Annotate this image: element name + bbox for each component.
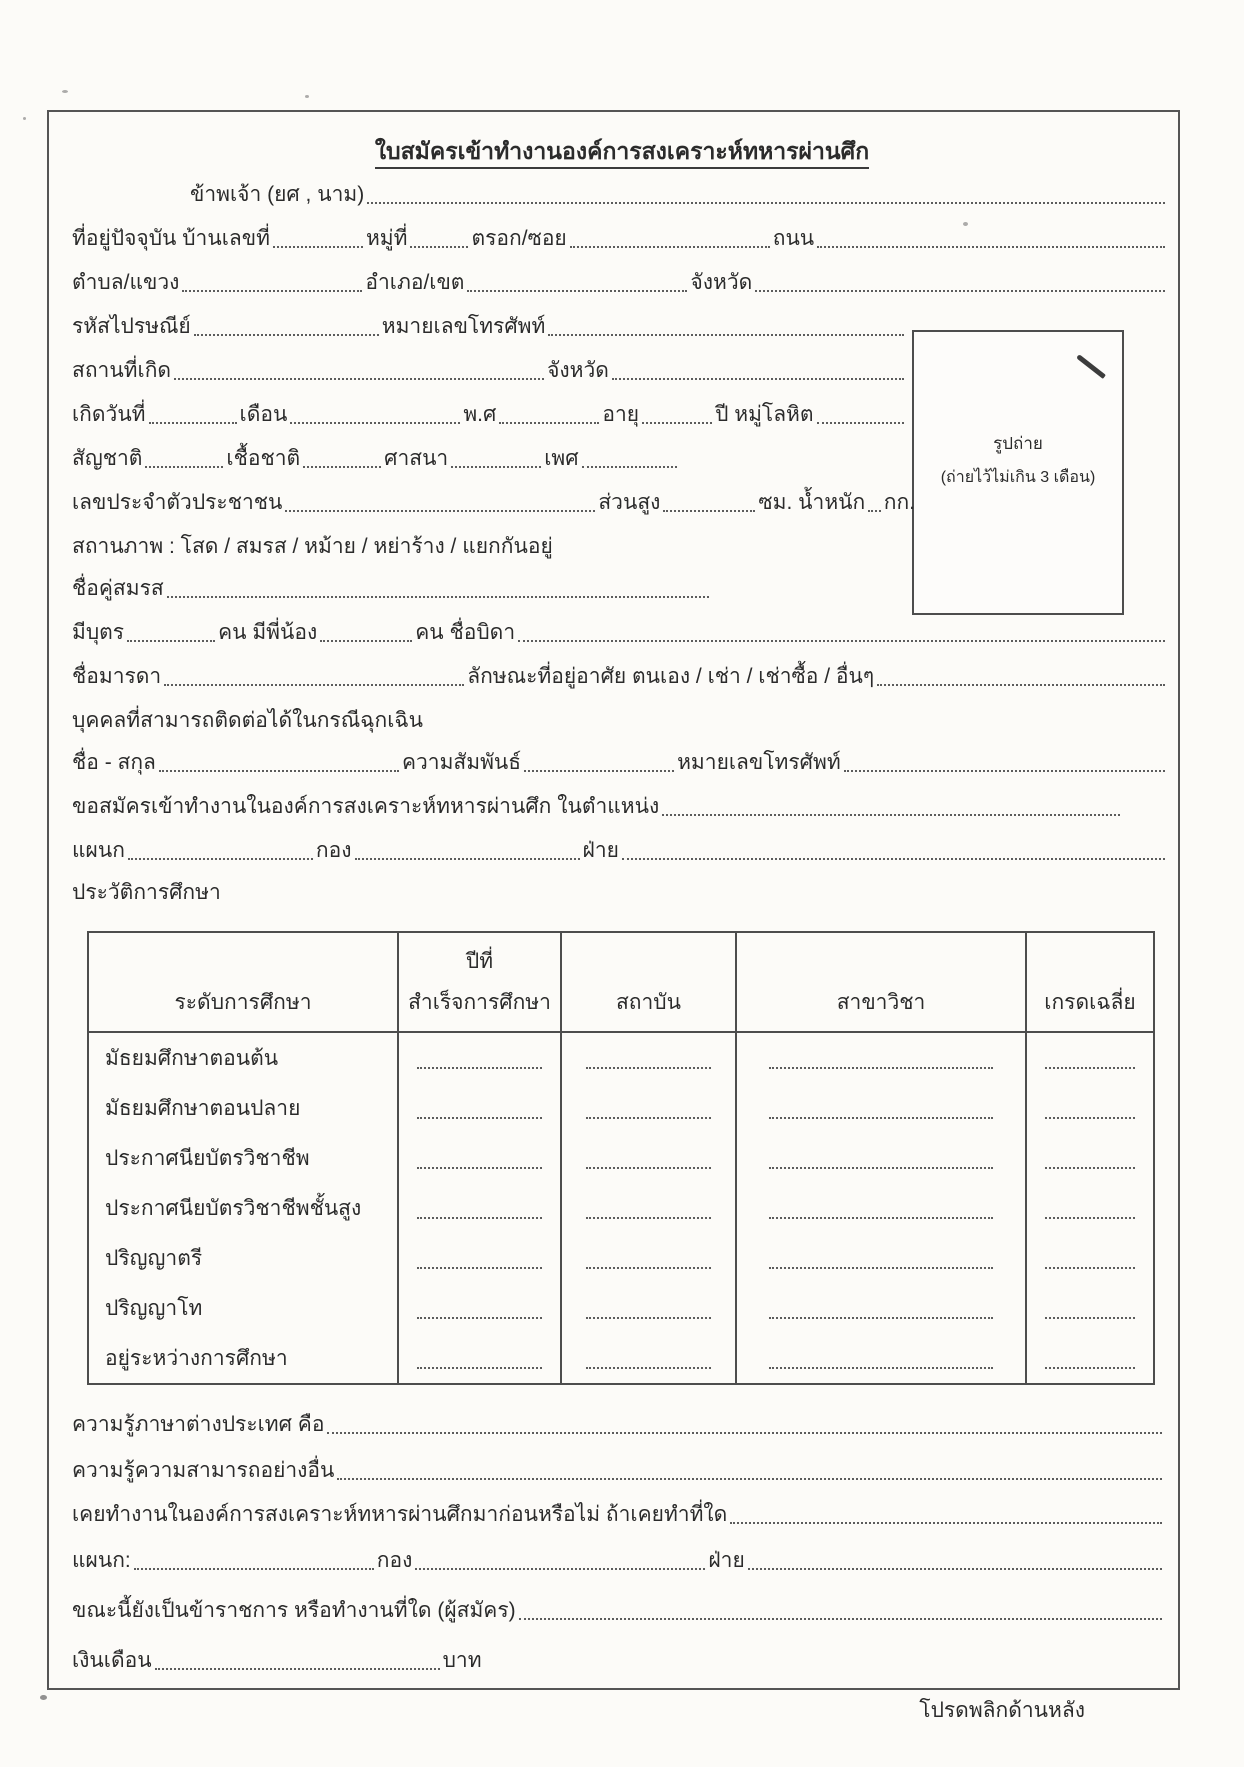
pen-mark (1076, 354, 1106, 379)
blank-sex (582, 456, 677, 468)
blank-emergency-phone (844, 760, 1165, 772)
dotted-blank (769, 1107, 994, 1119)
dotted-blank (586, 1357, 711, 1369)
edu-row-label: ประกาศนียบัตรวิชาชีพ (105, 1146, 310, 1170)
label-applicant: ข้าพเจ้า (ยศ , นาม) (190, 183, 365, 206)
edu-cell-institution (560, 1183, 735, 1233)
edu-cell-year (397, 1083, 560, 1133)
edu-cell-year (397, 1133, 560, 1183)
dotted-blank (1045, 1057, 1136, 1069)
edu-cell-institution (560, 1283, 735, 1333)
dotted-blank (417, 1207, 543, 1219)
blank-father-name (518, 630, 1165, 642)
label-bottom-section: ฝ่าย (708, 1549, 745, 1572)
blank-nationality (145, 456, 223, 468)
scan-speck (305, 95, 309, 98)
blank-height (663, 500, 755, 512)
dotted-blank (1045, 1207, 1136, 1219)
row-id-height-weight (72, 486, 915, 518)
photo-box-note: (ถ่ายไว้ไม่เกิน 3 เดือน) (940, 469, 1096, 486)
edu-cell-gpa (1025, 1333, 1153, 1383)
edu-cell-year (397, 1183, 560, 1233)
flip-note: โปรดพลิกด้านหลัง (919, 1699, 1085, 1722)
label-current-job: ขณะนี้ยังเป็นข้าราชการ หรือทำงานที่ใด (ผู้สมัคร) (72, 1599, 516, 1622)
row-foreign-language (72, 1408, 1165, 1440)
edu-cell-major (735, 1333, 1025, 1383)
label-children: มีบุตร (72, 621, 125, 644)
label-height: ส่วนสูง (598, 491, 661, 514)
blank-other-skills (337, 1468, 1162, 1480)
blank-birth-day (149, 412, 237, 424)
row-emergency-contact (72, 746, 1168, 778)
col-header-major-text: สาขาวิชา (836, 991, 926, 1014)
blank-children-count (127, 630, 215, 642)
row-other-skills (72, 1454, 1165, 1486)
dotted-blank (769, 1357, 994, 1369)
label-salary: เงินเดือน (72, 1649, 152, 1672)
form-title-text: ใบสมัครเข้าทำงานองค์การสงเคราะห์ทหารผ่านศึก (375, 138, 869, 169)
label-emergency-header: บุคคลที่สามารถติดต่อได้ในกรณีฉุกเฉิน (72, 709, 424, 732)
row-birthdate (72, 398, 907, 430)
blank-emergency-name (159, 760, 399, 772)
label-education-section: ประวัติการศึกษา (72, 881, 221, 904)
dotted-blank (769, 1257, 994, 1269)
blank-applicant-name (367, 192, 1165, 204)
dotted-blank (586, 1157, 711, 1169)
edu-cell-gpa (1025, 1283, 1153, 1333)
label-mother-name: ชื่อมารดา (72, 665, 162, 688)
col-header-year-line2: สำเร็จการศึกษา (408, 991, 551, 1014)
col-header-grad-year (397, 933, 560, 1033)
edu-cell-year (397, 1333, 560, 1383)
blank-road (817, 236, 1165, 248)
row-bottom-department (72, 1544, 1165, 1576)
label-phone: หมายเลขโทรศัพท์ (381, 315, 546, 338)
blank-emergency-relation (524, 760, 674, 772)
label-birth-month: เดือน (239, 403, 288, 426)
label-road: ถนน (772, 227, 815, 250)
label-apply-position: ขอสมัครเข้าทำงานในองค์การสงเคราะห์ทหารผ่านศึก ในตำแหน่ง (72, 795, 660, 818)
label-marital-status: สถานภาพ : โสด / สมรส / หม้าย / หย่าร้าง / แยกกันอยู่ (72, 535, 553, 558)
blank-race (303, 456, 381, 468)
dotted-blank (417, 1107, 543, 1119)
row-subdistrict-district-province (72, 266, 1168, 298)
edu-cell-institution (560, 1033, 735, 1083)
blank-division (355, 848, 580, 860)
scan-speck (23, 117, 26, 120)
label-emergency-phone: หมายเลขโทรศัพท์ (677, 751, 841, 774)
label-siblings: คน มีพี่น้อง (218, 621, 318, 644)
edu-row-label: มัธยมศึกษาตอนต้น (105, 1046, 279, 1070)
label-birth-year: พ.ศ (463, 403, 497, 426)
row-previous-work (72, 1498, 1165, 1530)
label-bottom-division: กอง (376, 1549, 413, 1572)
edu-cell-institution (560, 1233, 735, 1283)
dotted-blank (417, 1157, 543, 1169)
blank-birth-year (499, 412, 599, 424)
blank-religion (451, 456, 541, 468)
blank-house-no (273, 236, 363, 248)
label-salary-unit: บาท (442, 1649, 482, 1672)
row-children-father (72, 616, 1168, 648)
label-birthplace: สถานที่เกิด (72, 359, 172, 382)
dotted-blank (769, 1207, 994, 1219)
label-weight: ซม. น้ำหนัก (758, 491, 866, 514)
row-mother-residence (72, 660, 1168, 692)
label-nationality: สัญชาติ (72, 447, 143, 470)
dotted-blank (1045, 1307, 1136, 1319)
edu-cell-gpa (1025, 1033, 1153, 1083)
blank-mother-name (164, 674, 464, 686)
label-section: ฝ่าย (582, 839, 619, 862)
label-emergency-relation: ความสัมพันธ์ (401, 751, 522, 774)
dotted-blank (586, 1057, 711, 1069)
label-department: แผนก (72, 839, 125, 862)
row-postcode-phone (72, 310, 907, 342)
label-sex: เพศ (544, 447, 579, 470)
scan-speck (40, 1695, 47, 1700)
edu-row-label: ปริญญาโท (105, 1296, 203, 1320)
label-race: เชื้อชาติ (226, 447, 301, 470)
blank-bottom-division (415, 1558, 705, 1570)
dotted-blank (586, 1307, 711, 1319)
blank-age (642, 412, 712, 424)
col-header-level-text: ระดับการศึกษา (174, 991, 312, 1014)
dotted-blank (1045, 1357, 1136, 1369)
blank-postcode (194, 324, 379, 336)
label-spouse-name: ชื่อคู่สมรส (72, 577, 164, 600)
row-spouse-name (72, 572, 712, 604)
edu-cell-year (397, 1283, 560, 1333)
label-blood-type: ปี หมู่โลหิต (715, 403, 814, 426)
blank-soi (570, 236, 770, 248)
label-father-name: คน ชื่อบิดา (415, 621, 516, 644)
edu-cell-major (735, 1233, 1025, 1283)
col-header-institution (560, 933, 735, 1033)
blank-current-job (519, 1608, 1162, 1620)
blank-birthplace-province (612, 368, 904, 380)
dotted-blank (1045, 1107, 1136, 1119)
blank-weight (868, 500, 881, 512)
edu-cell-gpa (1025, 1133, 1153, 1183)
label-district: อำเภอ/เขต (365, 271, 465, 294)
dotted-blank (417, 1057, 543, 1069)
row-birthplace (72, 354, 907, 386)
dotted-blank (769, 1157, 994, 1169)
label-weight-unit: กก. (883, 491, 915, 514)
education-table (87, 931, 1155, 1385)
label-religion: ศาสนา (384, 447, 449, 470)
dotted-blank (586, 1257, 711, 1269)
col-header-year-line1: ปีที่ (465, 950, 494, 973)
edu-cell-major (735, 1283, 1025, 1333)
edu-cell-gpa (1025, 1083, 1153, 1133)
dotted-blank (417, 1257, 543, 1269)
col-header-gpa-text: เกรดเฉลี่ย (1044, 991, 1136, 1014)
blank-foreign-language (327, 1422, 1162, 1434)
row-department-division-section (72, 834, 1168, 866)
dotted-blank (586, 1207, 711, 1219)
row-apply-position (72, 790, 1123, 822)
blank-moo (410, 236, 468, 248)
scan-speck (62, 90, 68, 93)
edu-row-label: อยู่ระหว่างการศึกษา (105, 1346, 288, 1370)
label-province: จังหวัด (690, 271, 753, 294)
form-title (0, 134, 1244, 170)
label-subdistrict: ตำบล/แขวง (72, 271, 180, 294)
blank-bottom-department (134, 1558, 374, 1570)
col-header-level (89, 933, 397, 1033)
label-previous-work: เคยทำงานในองค์การสงเคราะห์ทหารผ่านศึกมาก่อนหรือไม่ ถ้าเคยทำที่ใด (72, 1503, 728, 1526)
blank-apply-position (662, 804, 1120, 816)
edu-cell-institution (560, 1333, 735, 1383)
blank-residence-other (877, 674, 1165, 686)
blank-id-number (285, 500, 595, 512)
label-residence: ลักษณะที่อยู่อาศัย ตนเอง / เช่า / เช่าซื้อ / อื่นๆ (467, 665, 875, 688)
label-id-number: เลขประจำตัวประชาชน (72, 491, 283, 514)
edu-cell-gpa (1025, 1183, 1153, 1233)
row-current-address (72, 222, 1168, 254)
edu-cell-major (735, 1183, 1025, 1233)
label-emergency-name: ชื่อ - สกุล (72, 751, 156, 774)
blank-siblings-count (320, 630, 412, 642)
blank-birthplace (174, 368, 544, 380)
dotted-blank (1045, 1257, 1136, 1269)
col-header-gpa (1025, 933, 1153, 1033)
dotted-blank (769, 1057, 994, 1069)
row-marital-status (72, 530, 553, 562)
edu-row-label: ประกาศนียบัตรวิชาชีพชั้นสูง (105, 1196, 362, 1220)
dotted-blank (417, 1307, 543, 1319)
label-foreign-language: ความรู้ภาษาต่างประเทศ คือ (72, 1413, 325, 1436)
blank-department (128, 848, 313, 860)
blank-subdistrict (182, 280, 362, 292)
edu-cell-year (397, 1033, 560, 1083)
dotted-blank (586, 1107, 711, 1119)
edu-cell-gpa (1025, 1233, 1153, 1283)
blank-province (755, 280, 1165, 292)
label-soi: ตรอก/ซอย (471, 227, 567, 250)
col-header-institution-text: สถาบัน (615, 991, 681, 1014)
blank-previous-work (730, 1512, 1162, 1524)
blank-salary (155, 1658, 440, 1670)
blank-phone (548, 324, 904, 336)
blank-bottom-section (748, 1558, 1162, 1570)
edu-row-label: มัธยมศึกษาตอนปลาย (105, 1096, 301, 1120)
dotted-blank (1045, 1157, 1136, 1169)
edu-cell-major (735, 1133, 1025, 1183)
blank-section (622, 848, 1165, 860)
edu-cell-major (735, 1083, 1025, 1133)
label-birth-day: เกิดวันที่ (72, 403, 146, 426)
blank-district (467, 280, 687, 292)
row-nationality-religion-sex (72, 442, 680, 474)
label-postcode: รหัสไปรษณีย์ (72, 315, 191, 338)
label-address-prefix: ที่อยู่ปัจจุบัน บ้านเลขที่ (72, 227, 270, 250)
edu-cell-institution (560, 1133, 735, 1183)
edu-row-label: ปริญญาตรี (105, 1246, 203, 1270)
row-applicant-name (190, 178, 1168, 210)
label-bottom-department: แผนก: (72, 1549, 131, 1572)
edu-cell-major (735, 1033, 1025, 1083)
dotted-blank (769, 1307, 994, 1319)
photo-box (912, 330, 1124, 615)
row-current-job (72, 1594, 1165, 1626)
row-salary (72, 1644, 482, 1676)
label-moo: หมู่ที่ (365, 227, 408, 250)
edu-cell-year (397, 1233, 560, 1283)
blank-birth-month (290, 412, 460, 424)
blank-blood-type (817, 412, 904, 424)
row-education-section-title (72, 876, 221, 908)
photo-box-label: รูปถ่าย (993, 434, 1043, 453)
label-division: กอง (315, 839, 352, 862)
label-other-skills: ความรู้ความสามารถอย่างอื่น (72, 1459, 335, 1482)
col-header-major (735, 933, 1025, 1033)
dotted-blank (417, 1357, 543, 1369)
label-age: อายุ (602, 403, 640, 426)
blank-spouse-name (167, 586, 709, 598)
row-emergency-header (72, 704, 423, 736)
edu-cell-institution (560, 1083, 735, 1133)
label-birthplace-province: จังหวัด (547, 359, 609, 382)
